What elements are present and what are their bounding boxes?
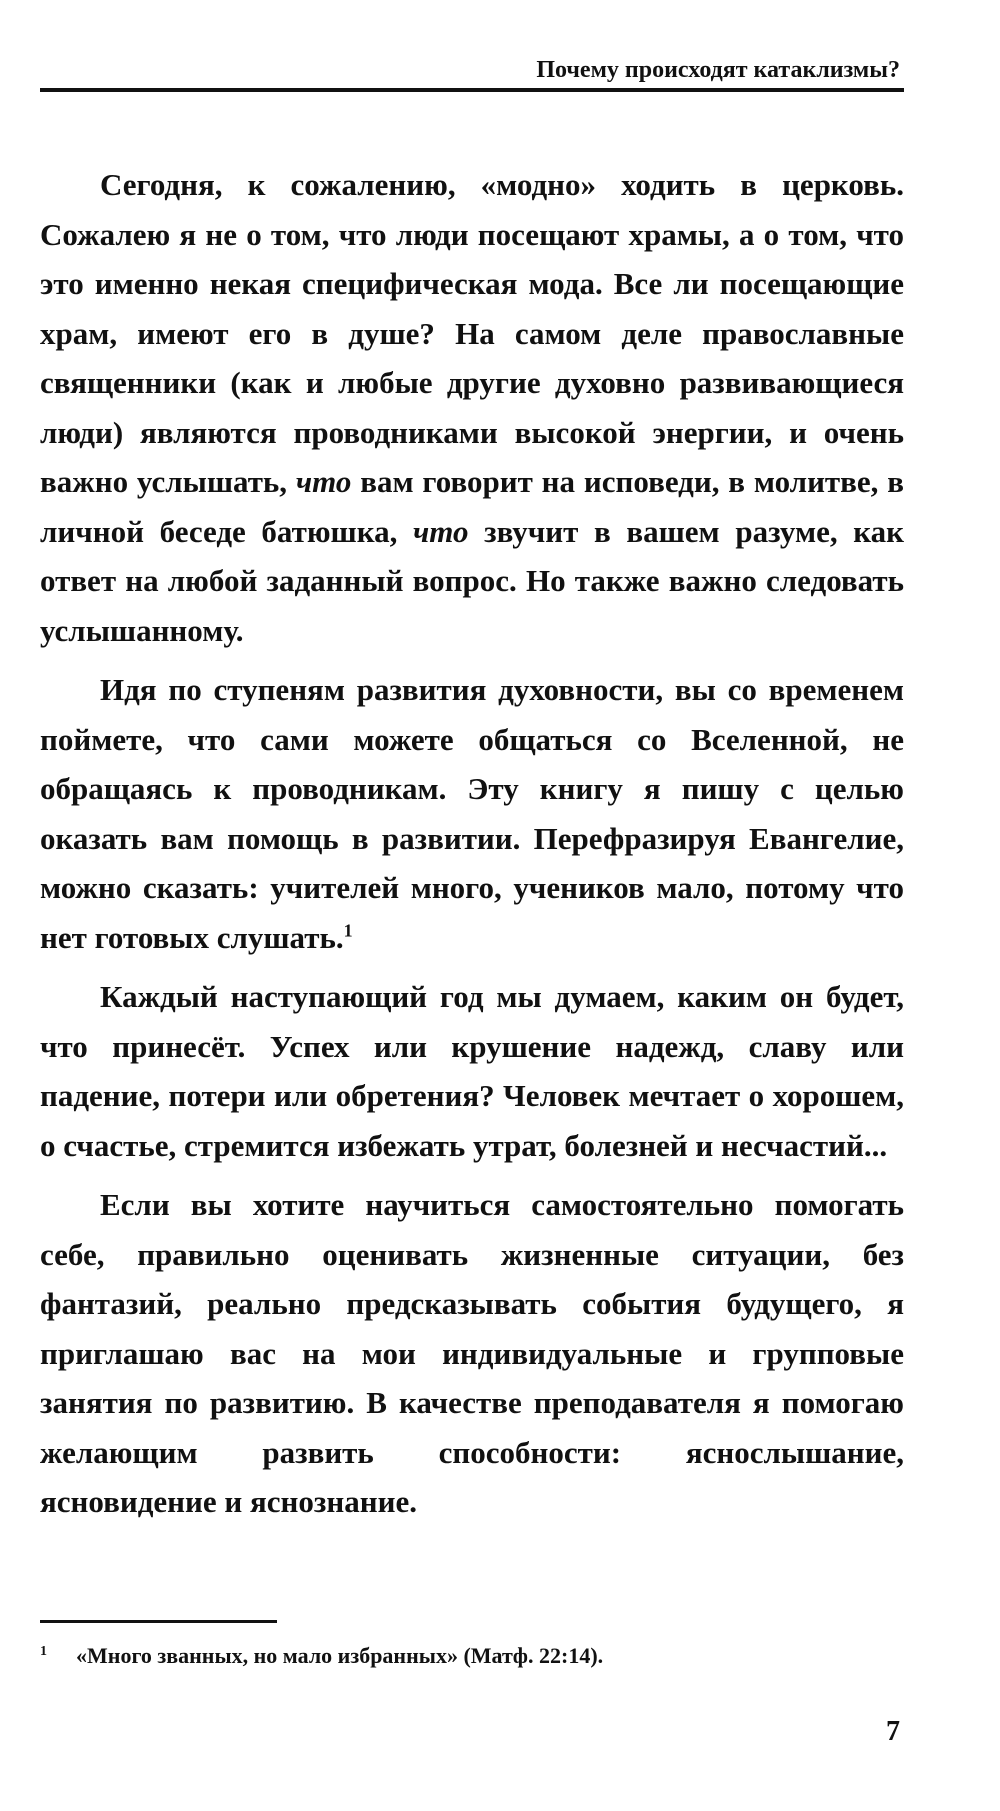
paragraph-1-part-a: Сегодня, к сожалению, «модно» ходить в церковь. Сожалею я не о том, что люди посещают храмы, а о том, что это именно некая специфическая мода. Все ли посещающие храм, имеют его в душе? На самом деле православные священники (как и любые другие духовно развивающиеся люди) являются проводниками высокой энергии, и очень важно услышать, [40, 167, 904, 499]
paragraph-1 [40, 160, 904, 655]
emphasis-word: что [413, 513, 469, 549]
footnote: 1 «Много званных, но мало избранных» (Матф. 22:14). [40, 1643, 604, 1668]
emphasis-word: что [295, 464, 352, 499]
paragraph-2-text: Идя по ступеням развития духовности, вы со временем поймете, что сами можете общаться со Вселенной, не обращаясь к проводникам. Эту книгу я пишу с целью оказать вам помощь в развитии. Перефразируя Евангелие, можно сказать: учителей много, учеников мало, потому что нет готовых слушать. [40, 672, 904, 955]
main-text [40, 160, 904, 1537]
paragraph-2 [40, 665, 904, 962]
page-number: 7 [886, 1716, 900, 1747]
paragraph-1-part-c: звучит в вашем разуме, как ответ на любой заданный вопрос. Но также важно следовать услышанному. [40, 513, 904, 648]
running-title: Почему происходят катаклизмы? [536, 57, 900, 83]
footnote-text: «Много званных, но мало избранных» (Матф. 22:14). [76, 1643, 604, 1668]
paragraph-4: Если вы хотите научиться самостоятельно помогать себе, правильно оценивать жизненные ситуации, без фантазий, реально предсказывать события будущего, я приглашаю вас на мои индивидуальные и групповые занятия по развитию. В качестве преподавателя я помогаю желающим развить способности: яснослышание, ясновидение и яснознание. [40, 1187, 904, 1519]
footnote-rule [40, 1620, 277, 1623]
footnote-reference[interactable]: 1 [343, 920, 353, 941]
paragraph-3: Каждый наступающий год мы думаем, каким он будет, что принесёт. Успех или крушение надежд, славу или падение, потери или обретения? Человек мечтает о хорошем, о счастье, стремится избежать утрат, болезней и несчастий... [40, 979, 904, 1163]
paragraph-1-part-b: вам говорит на исповеди, в молитве, в личной беседе батюшка, [40, 464, 904, 549]
header-rule [40, 88, 904, 92]
